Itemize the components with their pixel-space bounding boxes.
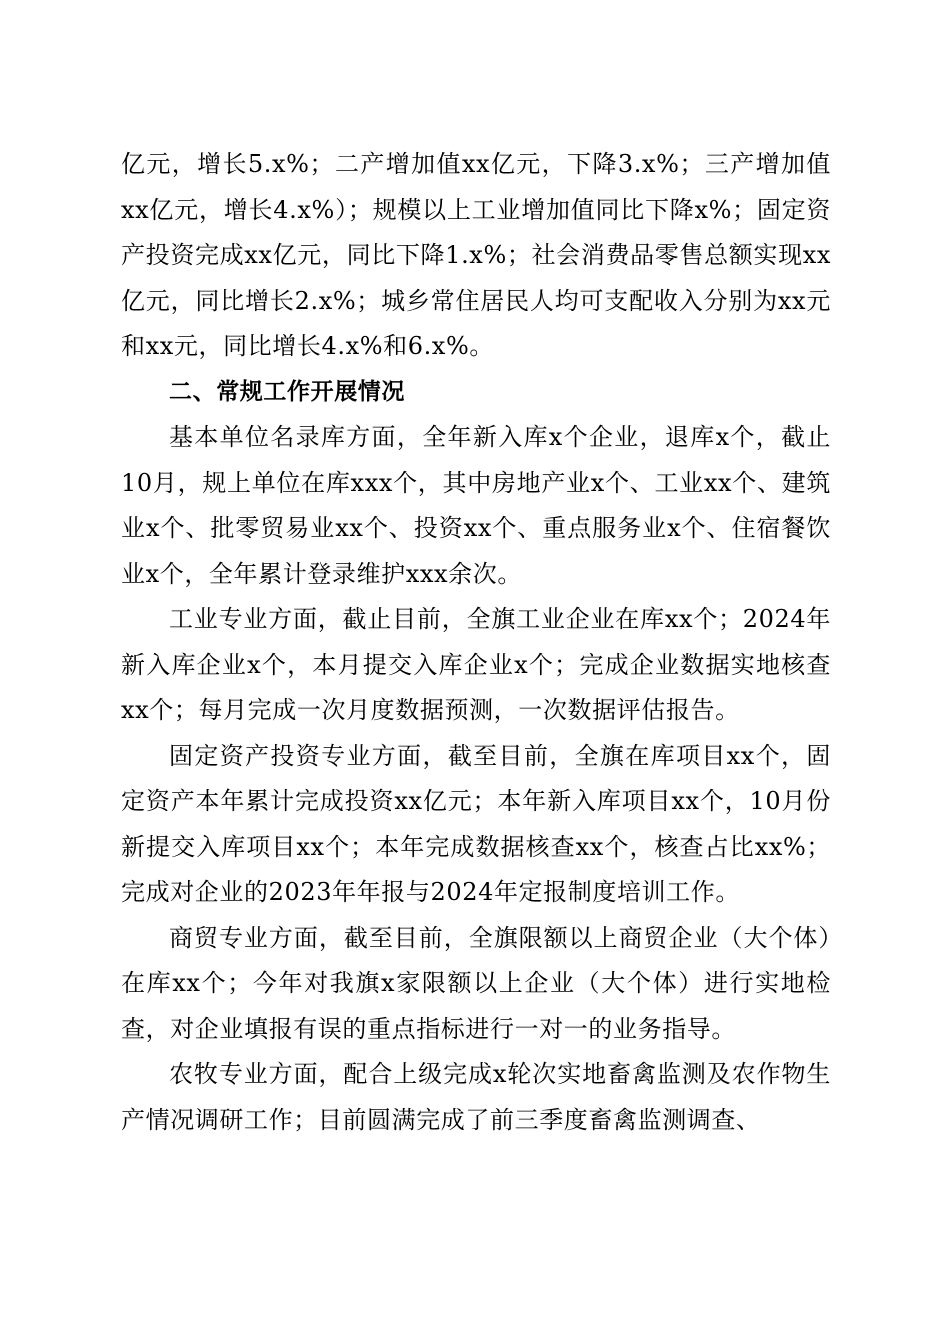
paragraph-unit-directory: 基本单位名录库方面，全年新入库x个企业，退库x个，截止10月，规上单位在库xxx个，其中房地产业x个、工业xx个、建筑业x个、批零贸易业xx个、投资xx个、重点服务业x个、住宿餐饮业x个，全年累计登录维护xxx余次。 <box>121 423 831 588</box>
paragraph-fixed-asset-investment: 固定资产投资专业方面，截至目前，全旗在库项目xx个，固定资产本年累计完成投资xx亿元；本年新入库项目xx个，10月份新提交入库项目xx个；本年完成数据核查xx个，核查占比xx%；完成对企业的2023年年报与2024年定报制度培训工作。 <box>121 741 831 906</box>
paragraph-agriculture: 农牧专业方面，配合上级完成x轮次实地畜禽监测及农作物生产情况调研工作；目前圆满完成了前三季度畜禽监测调查、 <box>121 1060 831 1134</box>
document-body <box>121 142 831 1143</box>
paragraph-industry: 工业专业方面，截止目前，全旗工业企业在库xx个；2024年新入库企业x个，本月提交入库企业x个；完成企业数据实地核查xx个；每月完成一次月度数据预测，一次数据评估报告。 <box>121 605 831 724</box>
section-heading-routine-work: 二、常规工作开展情况 <box>169 378 405 405</box>
paragraph-commerce-trade: 商贸专业方面，截至目前，全旗限额以上商贸企业（大个体）在库xx个；今年对我旗x家限额以上企业（大个体）进行实地检查，对企业填报有误的重点指标进行一对一的业务指导。 <box>121 923 831 1043</box>
paragraph-economic-summary: 亿元，增长5.x%；二产增加值xx亿元，下降3.x%；三产增加值xx亿元，增长4.x%）；规模以上工业增加值同比下降x%；固定资产投资完成xx亿元，同比下降1.x%；社会消费品零售总额实现xx亿元，同比增长2.x%；城乡常住居民人均可支配收入分别为xx元和xx元，同比增长4.x%和6.x%。 <box>121 150 831 360</box>
